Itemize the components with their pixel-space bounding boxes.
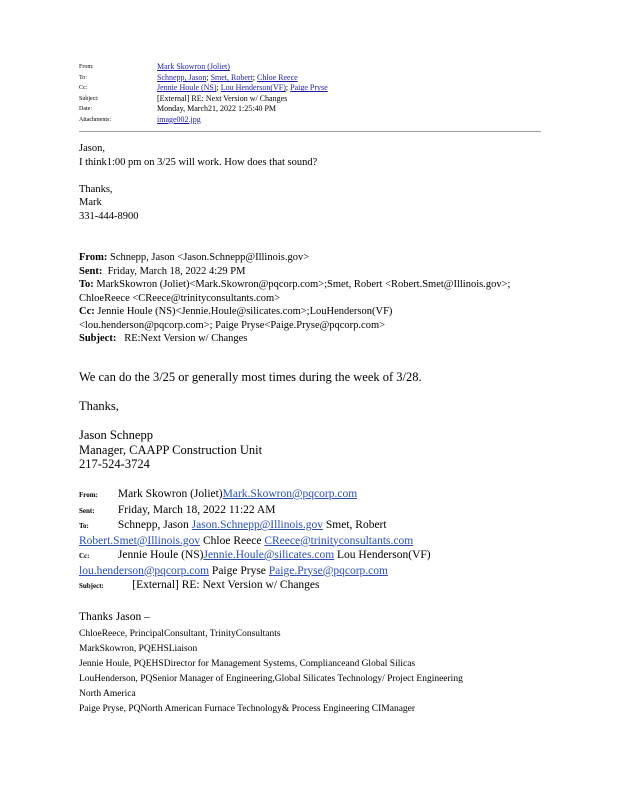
message-2 [79, 370, 422, 472]
header-subject-label: Subject: [79, 95, 99, 102]
header-date-label: Date: [79, 106, 92, 113]
signature-list [79, 627, 549, 717]
header-subject-row [79, 94, 549, 105]
q2-from-email-link[interactable]: Mark.Skowron@pqcorp.com [222, 488, 358, 500]
header-cc-row [79, 83, 549, 94]
q2-from-name: Mark Skowron (Joliet) [117, 488, 223, 500]
header-attachments-label: Attachments: [79, 116, 111, 123]
q2-cc-name-2: Lou Henderson(VF) [337, 549, 431, 561]
header-from-row [79, 62, 549, 73]
q1-cc-line1: Jennie Houle (NS)<Jennie.Houle@silicates.com>;LouHenderson(VF) [97, 306, 393, 317]
header-from-label: From: [79, 64, 94, 71]
signature-line: North America [79, 689, 136, 699]
signature-line: Paige Pryse, PQNorth American Furnace Technology& Process Engineering CIManager [79, 704, 416, 714]
q2-sent-value: Friday, March 18, 2022 11:22 AM [117, 503, 276, 516]
q1-subject-value: RE:Next Version w/ Changes [124, 333, 248, 344]
header-to-separator: ; [252, 72, 258, 82]
q1-subject-label: Subject: [79, 333, 117, 344]
m2-sig-phone: 217-524-3724 [79, 457, 150, 471]
q2-cc-label: Cc: [79, 552, 90, 560]
signature-line: LouHenderson, PQSenior Manager of Engineering,Global Silicates Technology/ Project Engineering [79, 674, 463, 684]
q1-from-value: Schnepp, Jason <Jason.Schnepp@Illinois.gov> [110, 252, 310, 263]
reply-message [79, 142, 317, 223]
q2-to-email-link-2[interactable]: Robert.Smet@Illinois.gov [79, 534, 201, 547]
header-cc-label: Cc: [79, 85, 88, 92]
q2-to-label: To: [79, 522, 89, 530]
q2-to-name-1: Schnepp, Jason [117, 519, 189, 531]
q1-to-label: To: [79, 279, 94, 290]
header-cc-link-2[interactable]: Lou Henderson(VF) [220, 83, 286, 93]
q1-cc-label: Cc: [79, 306, 95, 317]
q2-subject-value: [External] RE: Next Version w/ Changes [132, 579, 320, 591]
q2-to-name-3: Chloe Reece [203, 534, 262, 547]
q2-cc-email-link-2[interactable]: lou.henderson@pqcorp.com [79, 564, 210, 577]
header-to-separator: ; [206, 72, 211, 82]
reply-greeting: Jason, [79, 143, 105, 154]
q2-to-email-link-3[interactable]: CReece@trinityconsultants.com [264, 534, 414, 547]
reply-closing: Thanks, [79, 183, 113, 195]
header-cc-link-1[interactable]: Jennie Houle (NS) [157, 83, 217, 93]
header-attachments-row [79, 115, 549, 126]
signature-line: MarkSkowron, PQEHSLiaison [79, 644, 198, 654]
q2-to-name-2: Smet, Robert [325, 519, 387, 531]
q1-to-line2: ChloeReece <CReece@trinityconsultants.com> [79, 292, 281, 304]
attachment-link[interactable]: image002.jpg [157, 114, 201, 124]
q1-sent-value: Friday, March 18, 2022 4:29 PM [107, 265, 246, 277]
header-from-link[interactable]: Mark Skowron (Joliet) [157, 62, 230, 72]
m2-sig-name: Jason Schnepp [79, 428, 153, 442]
q1-cc-line2: <lou.henderson@pqcorp.com>; Paige Pryse<Paige.Pryse@pqcorp.com> [79, 319, 386, 331]
signature-line: Jennie Houle, PQEHSDirector for Management Systems, Complianceand Global Silicas [79, 659, 416, 669]
header-subject-value: [External] RE: Next Version w/ Changes [157, 93, 288, 103]
quoted-header-2 [79, 487, 549, 624]
q2-greeting: Thanks Jason – [79, 610, 150, 623]
q2-sent-label: Sent: [79, 506, 95, 515]
m2-closing: Thanks, [79, 399, 119, 413]
m2-sig-title: Manager, CAAPP Construction Unit [79, 442, 263, 457]
q1-to-line1: MarkSkowron (Joliet)<Mark.Skowron@pqcorp.com>;Smet, Robert <Robert.Smet@Illinois.gov>; [96, 279, 511, 290]
q2-cc-name-1: Jennie Houle (NS) [117, 549, 204, 561]
m2-body: We can do the 3/25 or generally most times during the week of 3/28. [79, 370, 422, 384]
header-to-row [79, 73, 549, 84]
email-header [79, 62, 549, 125]
header-to-link-3[interactable]: Chloe Reece [257, 72, 298, 82]
signature-line: ChloeReece, PrincipalConsultant, TrinityConsultants [79, 629, 281, 639]
header-to-link-2[interactable]: Smet, Robert [210, 72, 253, 82]
q1-from-label: From: [79, 252, 108, 263]
q2-from-label: From: [79, 491, 98, 499]
quoted-header-1 [79, 251, 510, 346]
header-to-link-1[interactable]: Schnepp, Jason [157, 72, 207, 82]
q2-cc-email-link-1[interactable]: Jennie.Houle@silicates.com [203, 549, 335, 561]
q2-subject-label: Subject: [79, 582, 104, 590]
reply-body: I think1:00 pm on 3/25 will work. How does that sound? [79, 156, 318, 168]
header-to-label: To: [79, 74, 87, 81]
q1-sent-label: Sent: [79, 265, 103, 277]
reply-name: Mark [79, 197, 102, 208]
q2-cc-email-link-3[interactable]: Paige.Pryse@pqcorp.com [268, 564, 388, 577]
header-cc-link-3[interactable]: Paige Pryse [290, 83, 328, 93]
header-cc-separator: ; [216, 83, 221, 93]
header-date-row [79, 104, 549, 115]
header-cc-separator: ; [285, 83, 291, 93]
header-date-value: Monday, March21, 2022 1:25:40 PM [157, 104, 277, 114]
header-divider [79, 131, 541, 132]
q2-to-email-link-1[interactable]: Jason.Schnepp@Illinois.gov [191, 519, 324, 531]
q2-cc-name-3: Paige Pryse [211, 564, 266, 577]
reply-phone: 331-444-8900 [79, 210, 139, 222]
